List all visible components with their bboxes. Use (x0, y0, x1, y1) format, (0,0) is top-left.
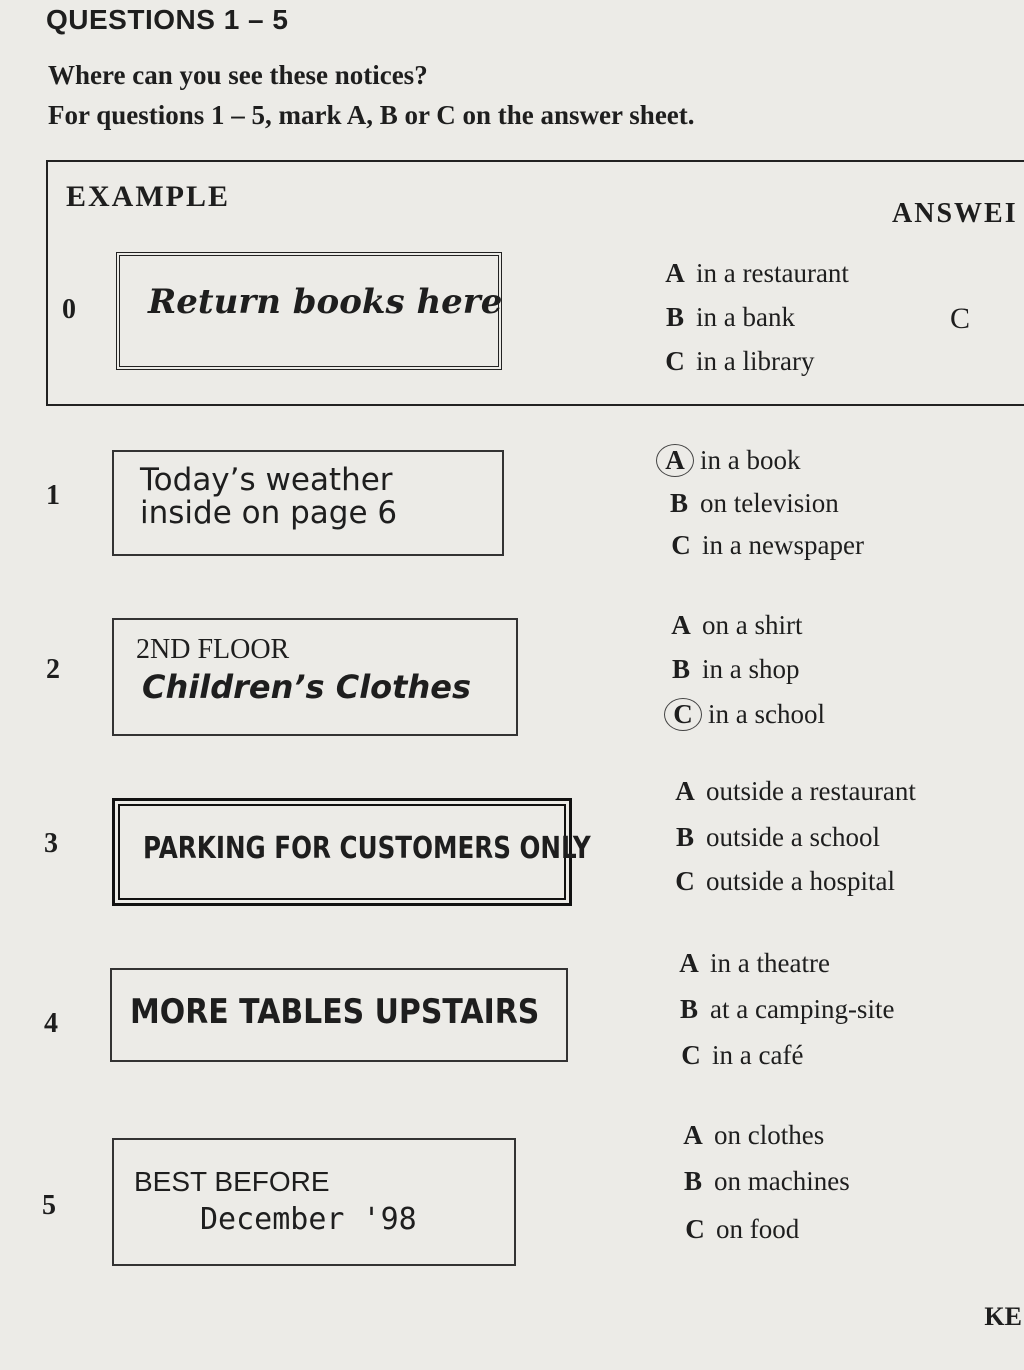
example-answer: C (950, 302, 971, 335)
question-2-number: 2 (46, 654, 60, 685)
question-5-option-c[interactable]: C on food (685, 1214, 800, 1244)
question-1-number: 1 (46, 480, 60, 511)
example-label: EXAMPLE (66, 180, 230, 213)
instruction-line-2: For questions 1 – 5, mark A, B or C on the answer sheet. (48, 100, 695, 130)
section-heading: QUESTIONS 1 – 5 (46, 4, 289, 35)
example-option-c[interactable]: C in a library (665, 346, 815, 376)
answer-label: ANSWEI (892, 198, 1018, 229)
question-2-notice-line-1: 2ND FLOOR (136, 634, 290, 665)
question-3-notice (112, 798, 591, 906)
question-2-option-a[interactable]: A on a shirt (671, 610, 803, 640)
question-1-option-b[interactable]: B on television (669, 488, 839, 518)
example-notice-text: Return books here (148, 282, 503, 322)
question-4-notice (110, 968, 568, 1062)
example-number: 0 (62, 294, 76, 325)
question-3-option-b[interactable]: B outside a school (675, 822, 880, 852)
question-5-option-a[interactable]: A on clothes (683, 1120, 825, 1150)
question-4-option-c[interactable]: C in a café (681, 1040, 804, 1070)
question-3-number: 3 (44, 828, 58, 859)
question-5-notice-line-2: December '98 (200, 1202, 417, 1237)
question-3-option-c[interactable]: C outside a hospital (675, 866, 895, 896)
question-1-notice (112, 450, 504, 556)
question-3-option-a[interactable]: A outside a restaurant (675, 776, 916, 806)
question-5-notice (112, 1138, 516, 1266)
question-3-notice-text: PARKING FOR CUSTOMERS ONLY (143, 831, 591, 866)
question-1-option-a[interactable]: A in a book (656, 444, 801, 477)
question-2-notice-line-2: Children’s Clothes (142, 668, 471, 706)
question-2-option-b[interactable]: B in a shop (671, 654, 800, 684)
question-1-notice-line-2: inside on page 6 (140, 495, 398, 531)
question-1-notice-line-1: Today’s weather (140, 462, 393, 498)
page-footer-fragment: KE (984, 1302, 1022, 1331)
question-2-option-c[interactable]: C in a school (664, 698, 825, 731)
example-option-b[interactable]: B in a bank (665, 302, 795, 332)
question-1-option-c[interactable]: C in a newspaper (671, 530, 864, 560)
question-5-notice-line-1: BEST BEFORE (134, 1166, 330, 1197)
question-5-option-b[interactable]: B on machines (683, 1166, 850, 1196)
question-4-number: 4 (44, 1008, 58, 1039)
question-5-number: 5 (42, 1190, 56, 1221)
question-2-notice (112, 618, 518, 736)
example-notice (116, 252, 502, 370)
instruction-line-1: Where can you see these notices? (48, 60, 428, 90)
question-4-option-a[interactable]: A in a theatre (679, 948, 830, 978)
example-option-a[interactable]: A in a restaurant (665, 258, 849, 288)
question-4-notice-text: MORE TABLES UPSTAIRS (130, 992, 540, 1032)
question-4-option-b[interactable]: B at a camping-site (679, 994, 895, 1024)
